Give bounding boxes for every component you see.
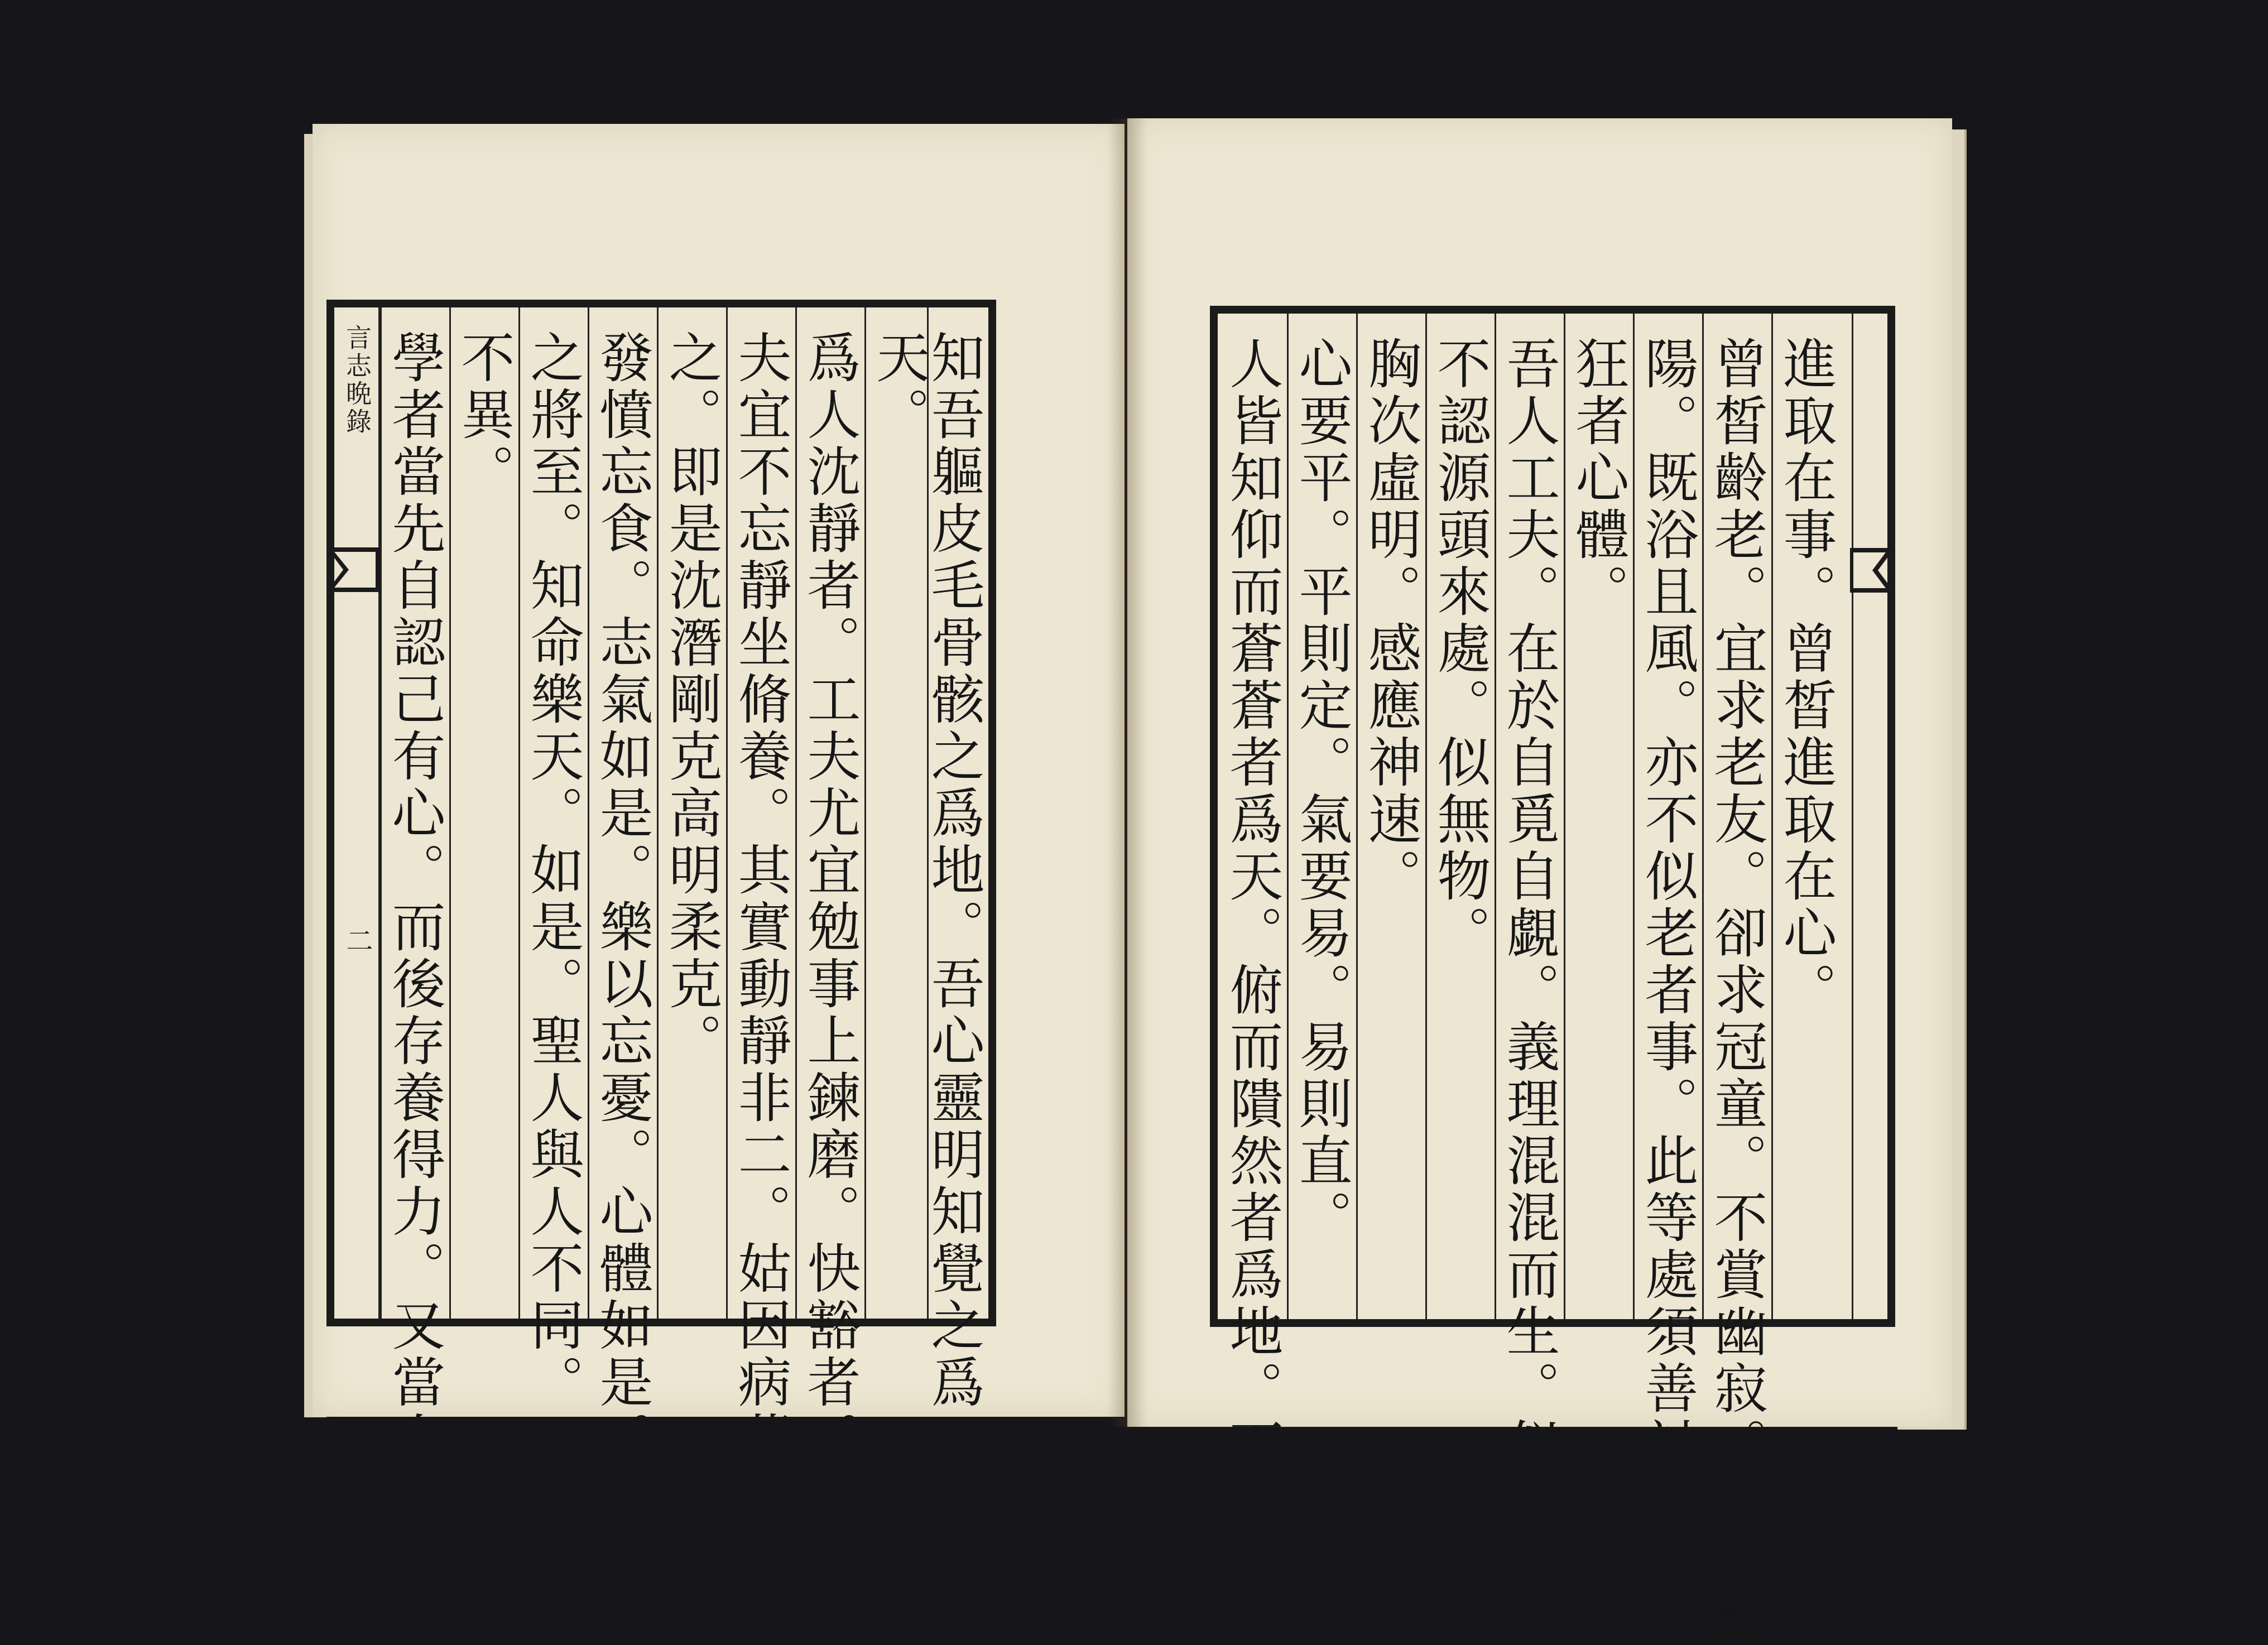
text-column: 之。即是沈潛剛克高明柔克。 bbox=[657, 307, 726, 1319]
book-title: 言志晩錄 bbox=[342, 324, 372, 436]
text-column: 心要平。平則定。氣要易。易則直。 bbox=[1287, 314, 1356, 1319]
fishtail-mark-icon bbox=[1850, 548, 1895, 593]
text-column: 曾皙齡老。宜求老友。卻求冠童。不賞幽寂。卻賞豔 bbox=[1702, 314, 1771, 1319]
text-column: 學者當先自認己有心。而後存養得力。又當自認 bbox=[380, 307, 449, 1319]
text-column: 之將至。知命樂天。如是。聖人與人不同。又與人 bbox=[518, 307, 588, 1319]
text-column: 人皆知仰而蒼蒼者爲天。俯而隤然者爲地。而不 bbox=[1221, 336, 1284, 1531]
fold-column-edge bbox=[1852, 314, 1887, 1319]
fishtail-mark-icon bbox=[326, 547, 380, 592]
text-column: 不異。 bbox=[449, 307, 518, 1319]
text-column: 狂者心體。 bbox=[1564, 314, 1633, 1319]
text-column: 陽。既浴且風。亦不似老者事。此等處須善討出 bbox=[1633, 314, 1702, 1319]
text-column: 胸次虛明。感應神速。 bbox=[1356, 314, 1425, 1319]
text-column: 吾人工夫。在於自覓自覷。義理混混而生。似有物。 bbox=[1495, 314, 1564, 1319]
text-column: 知吾軀皮毛骨骸之爲地。吾心靈明知覺之爲 bbox=[927, 307, 988, 1319]
text-column: 爲人沈靜者。工夫尤宜勉事上鍊磨。快豁者。則工 bbox=[795, 307, 864, 1319]
fold-column bbox=[334, 307, 380, 1319]
text-column: 天。 bbox=[864, 307, 934, 1319]
text-column: 夫宜不忘靜坐脩養。其實動靜非二。姑因病藥 bbox=[726, 307, 795, 1319]
right-printed-frame bbox=[1210, 306, 1895, 1645]
book-gutter bbox=[1108, 118, 1147, 1427]
text-column: 進取在事。曾皙進取在心。 bbox=[1771, 314, 1841, 1319]
page-number: 二 bbox=[342, 927, 373, 954]
text-column: 發憤忘食。志氣如是。樂以忘憂。心體如是。不知老 bbox=[588, 307, 657, 1319]
left-printed-frame bbox=[326, 300, 996, 1639]
text-column: 不認源頭來處。似無物。 bbox=[1425, 314, 1495, 1319]
